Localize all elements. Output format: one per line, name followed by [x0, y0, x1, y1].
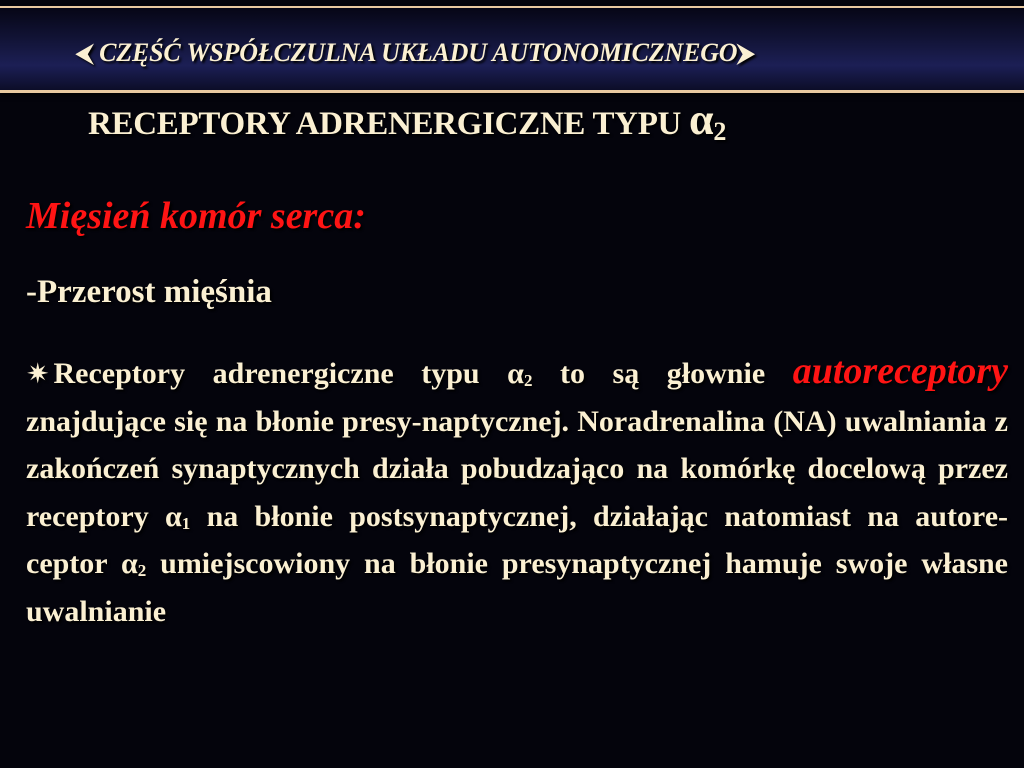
body-segment-1: Receptory adrenergiczne typu α: [53, 357, 524, 390]
right-arrow-icon: ⮞: [737, 41, 755, 67]
subheading: Mięsień komór serca:: [26, 195, 366, 237]
body-subscript-3: 2: [137, 561, 147, 581]
emphasized-term: autoreceptory: [792, 350, 1009, 392]
body-segment-4: na błonie postsynaptycznej, działając natomiast na autore-ceptor α: [26, 499, 1009, 581]
body-segment-2: to są głownie: [532, 357, 793, 390]
star-bullet-icon: ✷: [26, 357, 50, 390]
body-segment-5: umiejscowiony na błonie presynaptycznej hamuje swoje własne uwalnianie: [26, 547, 1008, 628]
heading-text: RECEPTORY ADRENERGICZNE TYPU: [88, 106, 690, 142]
list-item: [26, 274, 272, 311]
list-item-text: Przerost mięśnia: [37, 274, 272, 310]
slide-heading: [88, 95, 727, 146]
left-arrow-icon: ⮜: [76, 41, 93, 67]
heading-subscript: 2: [713, 117, 727, 146]
dash-marker: -: [26, 274, 37, 310]
heading-alpha-symbol: α: [689, 95, 714, 144]
body-paragraph: [26, 348, 1008, 636]
header-banner: [0, 6, 1024, 93]
body-subscript-2: 1: [181, 513, 191, 533]
header-title: CZĘŚĆ WSPÓŁCZULNA UKŁADU AUTONOMICZNEGO: [99, 38, 738, 67]
body-subscript-1: 2: [523, 371, 533, 390]
body-segment-3: znajdujące się na błonie presy-naptycznej. Noradrenalina (NA) uwalniania z zakończeń synaptycznych działa pobudzająco na komórkę docelową przez receptory α: [26, 404, 1008, 533]
header-title-line: [76, 38, 755, 68]
